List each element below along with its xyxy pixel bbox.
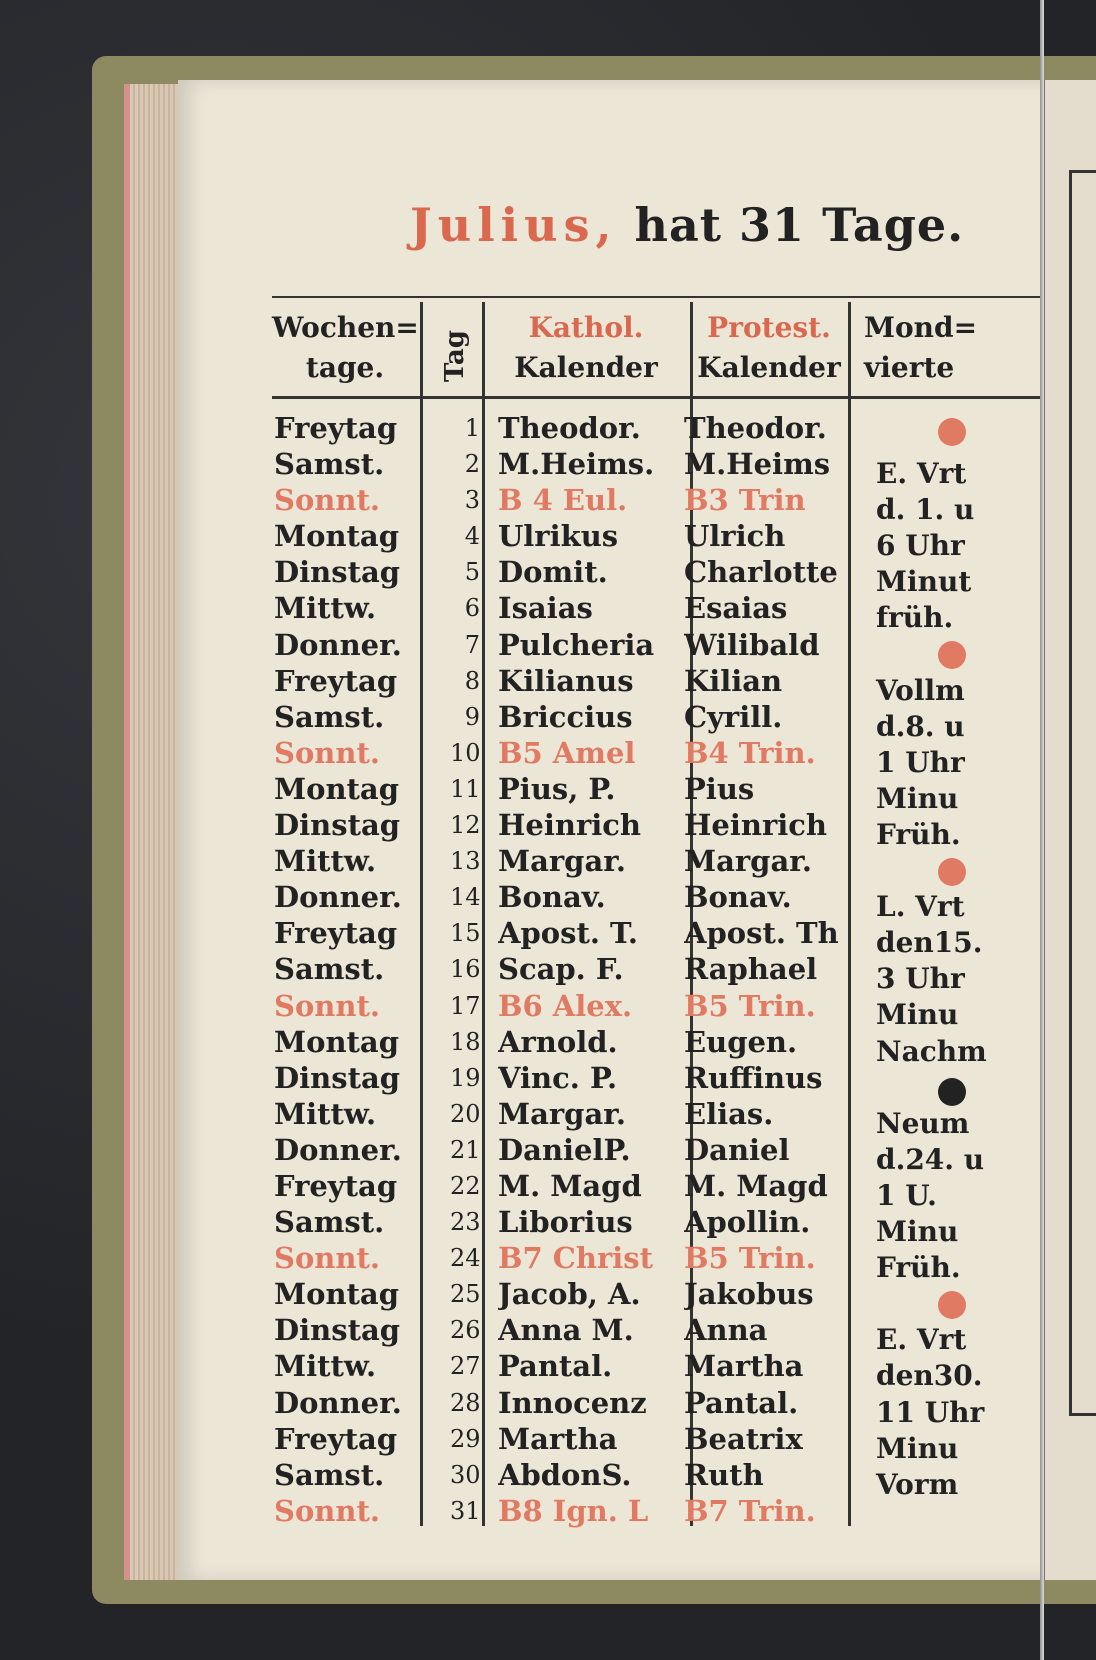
- catholic-saint-cell: B7 Christ: [498, 1241, 653, 1276]
- weekday-cell: Sonnt.: [274, 735, 380, 770]
- catholic-saint-cell: M.Heims.: [498, 447, 655, 482]
- first-quarter-icon: [938, 418, 966, 446]
- catholic-saint-cell: M. Magd: [498, 1168, 642, 1203]
- day-number-cell: 24: [450, 1244, 481, 1273]
- weekday-cell: Sonnt.: [274, 1241, 380, 1276]
- moon-note: d. 1. u: [876, 493, 975, 527]
- catholic-saint-cell: Apost. T.: [498, 916, 638, 951]
- day-number-cell: 22: [450, 1171, 481, 1200]
- catholic-saint-cell: Bonav.: [498, 880, 606, 915]
- protestant-saint-cell: Margar.: [684, 844, 812, 879]
- last-quarter-icon: [938, 858, 966, 886]
- weekday-cell: Montag: [274, 519, 399, 554]
- moon-note: 11 Uhr: [876, 1395, 985, 1429]
- weekday-cell: Dinstag: [274, 1313, 401, 1348]
- day-number-cell: 28: [450, 1388, 481, 1417]
- catholic-saint-cell: Ulrikus: [498, 519, 619, 554]
- moon-note: Vollm: [876, 673, 965, 707]
- weekday-cell: Samst.: [274, 952, 385, 987]
- moon-note: Minu: [876, 1215, 959, 1249]
- catholic-saint-cell: B8 Ign. L: [498, 1493, 649, 1528]
- weekday-cell: Dinstag: [274, 555, 401, 590]
- moon-note: Minu: [876, 1431, 959, 1465]
- weekday-cell: Mittw.: [274, 844, 377, 879]
- protestant-saint-cell: B7 Trin.: [684, 1493, 816, 1528]
- day-number-cell: 4: [464, 522, 480, 551]
- weekday-cell: Freytag: [274, 411, 398, 445]
- moon-note: Vorm: [876, 1467, 959, 1501]
- weekday-cell: Donner.: [274, 1132, 402, 1167]
- protestant-saint-cell: M.Heims: [684, 447, 831, 482]
- moon-note: den15.: [876, 926, 983, 960]
- weekday-cell: Montag: [274, 1277, 399, 1312]
- catholic-saint-cell: Innocenz: [498, 1385, 647, 1420]
- moon-note: E. Vrt: [876, 456, 967, 490]
- catholic-saint-cell: B6 Alex.: [498, 988, 633, 1023]
- protestant-saint-cell: Wilibald: [684, 627, 820, 662]
- moon-note: E. Vrt: [876, 1323, 967, 1357]
- weekday-cell: Montag: [274, 771, 399, 806]
- weekday-cell: Samst.: [274, 1205, 385, 1240]
- protestant-saint-cell: B5 Trin.: [684, 1241, 816, 1276]
- catholic-saint-cell: Heinrich: [498, 808, 641, 843]
- catholic-saint-cell: Pantal.: [498, 1349, 613, 1384]
- day-number-cell: 25: [450, 1280, 481, 1309]
- day-number-cell: 8: [464, 666, 480, 695]
- weekday-cell: Sonnt.: [274, 1493, 380, 1528]
- protestant-saint-cell: Heinrich: [684, 808, 827, 843]
- moon-note: den30.: [876, 1359, 983, 1393]
- protestant-saint-cell: B5 Trin.: [684, 988, 816, 1023]
- protestant-saint-cell: Pantal.: [684, 1385, 799, 1420]
- month-name: Julius,: [410, 198, 618, 252]
- weekday-cell: Mittw.: [274, 591, 377, 626]
- catholic-saint-cell: Pius, P.: [498, 771, 616, 806]
- moon-note: 1 U.: [876, 1178, 937, 1212]
- day-number-cell: 14: [450, 883, 481, 912]
- catholic-saint-cell: Margar.: [498, 1096, 626, 1131]
- moon-note: d.8. u: [876, 709, 965, 743]
- weekday-cell: Dinstag: [274, 1060, 401, 1095]
- catholic-saint-cell: B5 Amel: [498, 735, 636, 770]
- catholic-saint-cell: Jacob, A.: [498, 1277, 641, 1312]
- table-row: [272, 410, 1044, 446]
- weekday-cell: Sonnt.: [274, 988, 380, 1023]
- facing-page-edge: [1044, 80, 1096, 1580]
- catholic-saint-cell: Isaias: [498, 591, 593, 626]
- protestant-saint-cell: Martha: [684, 1349, 804, 1384]
- catholic-saint-cell: Vinc. P.: [498, 1060, 618, 1095]
- header-protest: Protest. Kalender: [697, 311, 841, 384]
- calendar-table: [272, 292, 1044, 1540]
- day-number-cell: 31: [450, 1496, 481, 1525]
- protestant-saint-cell: Pius: [684, 771, 755, 806]
- weekday-cell: Freytag: [274, 1421, 398, 1456]
- weekday-cell: Donner.: [274, 627, 402, 662]
- weekday-cell: Samst.: [274, 447, 385, 482]
- protestant-saint-cell: Elias.: [684, 1096, 774, 1131]
- weekday-cell: Samst.: [274, 699, 385, 734]
- weekday-cell: Freytag: [274, 916, 398, 951]
- day-number-cell: 16: [450, 955, 481, 984]
- weekday-cell: Freytag: [274, 1168, 398, 1203]
- catholic-saint-cell: Martha: [498, 1421, 618, 1456]
- catholic-saint-cell: Theodor.: [498, 411, 641, 445]
- header-kathol: Kathol. Kalender: [514, 311, 658, 384]
- weekday-cell: Mittw.: [274, 1096, 377, 1131]
- day-number-cell: 2: [464, 450, 480, 479]
- moon-note: Minut: [876, 565, 972, 599]
- day-number-cell: 9: [464, 702, 480, 731]
- catholic-saint-cell: Briccius: [498, 699, 633, 734]
- protestant-saint-cell: B4 Trin.: [684, 735, 816, 770]
- day-number-cell: 26: [450, 1316, 481, 1345]
- glass-edge: [1040, 0, 1044, 1660]
- catholic-saint-cell: Pulcheria: [498, 627, 655, 662]
- day-number-cell: 29: [450, 1424, 481, 1453]
- catholic-saint-cell: Arnold.: [498, 1024, 618, 1059]
- table-top-rule: [272, 296, 1044, 298]
- catholic-saint-cell: Liborius: [498, 1205, 633, 1240]
- weekday-cell: Dinstag: [274, 808, 401, 843]
- header-weekday: Wochen= tage.: [272, 311, 419, 384]
- moon-note: 1 Uhr: [876, 745, 965, 779]
- protestant-saint-cell: Eugen.: [684, 1024, 798, 1059]
- day-number-cell: 3: [464, 486, 480, 515]
- day-number-cell: 6: [464, 594, 480, 623]
- day-number-cell: 15: [450, 919, 481, 948]
- protestant-saint-cell: Ruth: [684, 1457, 764, 1492]
- moon-note: Früh.: [876, 1251, 961, 1285]
- protestant-saint-cell: Beatrix: [684, 1421, 803, 1456]
- moon-note: früh.: [876, 601, 954, 635]
- moon-note: Früh.: [876, 817, 961, 851]
- moon-note: Neum: [876, 1106, 970, 1140]
- weekday-cell: Sonnt.: [274, 483, 380, 518]
- day-number-cell: 19: [450, 1063, 481, 1092]
- day-number-cell: 23: [450, 1208, 481, 1237]
- protestant-saint-cell: Bonav.: [684, 880, 792, 915]
- catholic-saint-cell: Margar.: [498, 844, 626, 879]
- weekday-cell: Freytag: [274, 663, 398, 698]
- catholic-saint-cell: DanielP.: [498, 1132, 631, 1167]
- day-number-cell: 7: [464, 630, 480, 659]
- day-number-cell: 1: [464, 414, 480, 442]
- moon-note: Nachm: [876, 1034, 987, 1068]
- catholic-saint-cell: AbdonS.: [498, 1457, 632, 1492]
- day-number-cell: 10: [450, 738, 481, 767]
- catholic-saint-cell: Scap. F.: [498, 952, 624, 987]
- protestant-saint-cell: Cyrill.: [684, 699, 783, 734]
- day-number-cell: 13: [450, 847, 481, 876]
- protestant-saint-cell: Ulrich: [684, 519, 786, 554]
- day-number-cell: 20: [450, 1099, 481, 1128]
- weekday-cell: Montag: [274, 1024, 399, 1059]
- day-number-cell: 18: [450, 1027, 481, 1056]
- day-number-cell: 21: [450, 1135, 481, 1164]
- moon-note: 6 Uhr: [876, 529, 965, 563]
- protestant-saint-cell: Theodor.: [684, 411, 827, 445]
- protestant-saint-cell: B3 Trin: [684, 483, 806, 518]
- catholic-saint-cell: Domit.: [498, 555, 608, 590]
- moon-note: d.24. u: [876, 1142, 985, 1176]
- header-tag: Tag: [440, 330, 470, 382]
- catholic-saint-cell: Kilianus: [498, 663, 634, 698]
- protestant-saint-cell: Raphael: [684, 952, 818, 987]
- protestant-saint-cell: Jakobus: [684, 1277, 814, 1312]
- header-rule: [272, 396, 1044, 399]
- protestant-saint-cell: Apollin.: [684, 1205, 811, 1240]
- catholic-saint-cell: Anna M.: [498, 1313, 634, 1348]
- moon-note: Minu: [876, 998, 959, 1032]
- engraving-frame: [1069, 170, 1096, 1416]
- moon-note: Minu: [876, 781, 959, 815]
- page-title: [410, 198, 964, 252]
- header-mond: Mond= vierte: [864, 311, 978, 384]
- day-number-cell: 5: [464, 558, 480, 587]
- protestant-saint-cell: Esaias: [684, 591, 788, 626]
- protestant-saint-cell: Apost. Th: [684, 916, 839, 951]
- day-number-cell: 27: [450, 1352, 481, 1381]
- catholic-saint-cell: B 4 Eul.: [498, 483, 628, 518]
- protestant-saint-cell: Daniel: [684, 1132, 790, 1167]
- protestant-saint-cell: M. Magd: [684, 1168, 828, 1203]
- weekday-cell: Donner.: [274, 1385, 402, 1420]
- title-rest: hat 31 Tage.: [617, 198, 965, 252]
- day-number-cell: 11: [450, 774, 481, 803]
- protestant-saint-cell: Kilian: [684, 663, 783, 698]
- protestant-saint-cell: Anna: [684, 1313, 768, 1348]
- moon-note: 3 Uhr: [876, 962, 965, 996]
- weekday-cell: Samst.: [274, 1457, 385, 1492]
- day-number-cell: 17: [450, 991, 481, 1020]
- protestant-saint-cell: Ruffinus: [684, 1060, 823, 1095]
- protestant-saint-cell: Charlotte: [684, 555, 838, 590]
- weekday-cell: Donner.: [274, 880, 402, 915]
- weekday-cell: Mittw.: [274, 1349, 377, 1384]
- moon-note: L. Vrt: [876, 890, 965, 924]
- day-number-cell: 30: [450, 1460, 481, 1489]
- day-number-cell: 12: [450, 811, 481, 840]
